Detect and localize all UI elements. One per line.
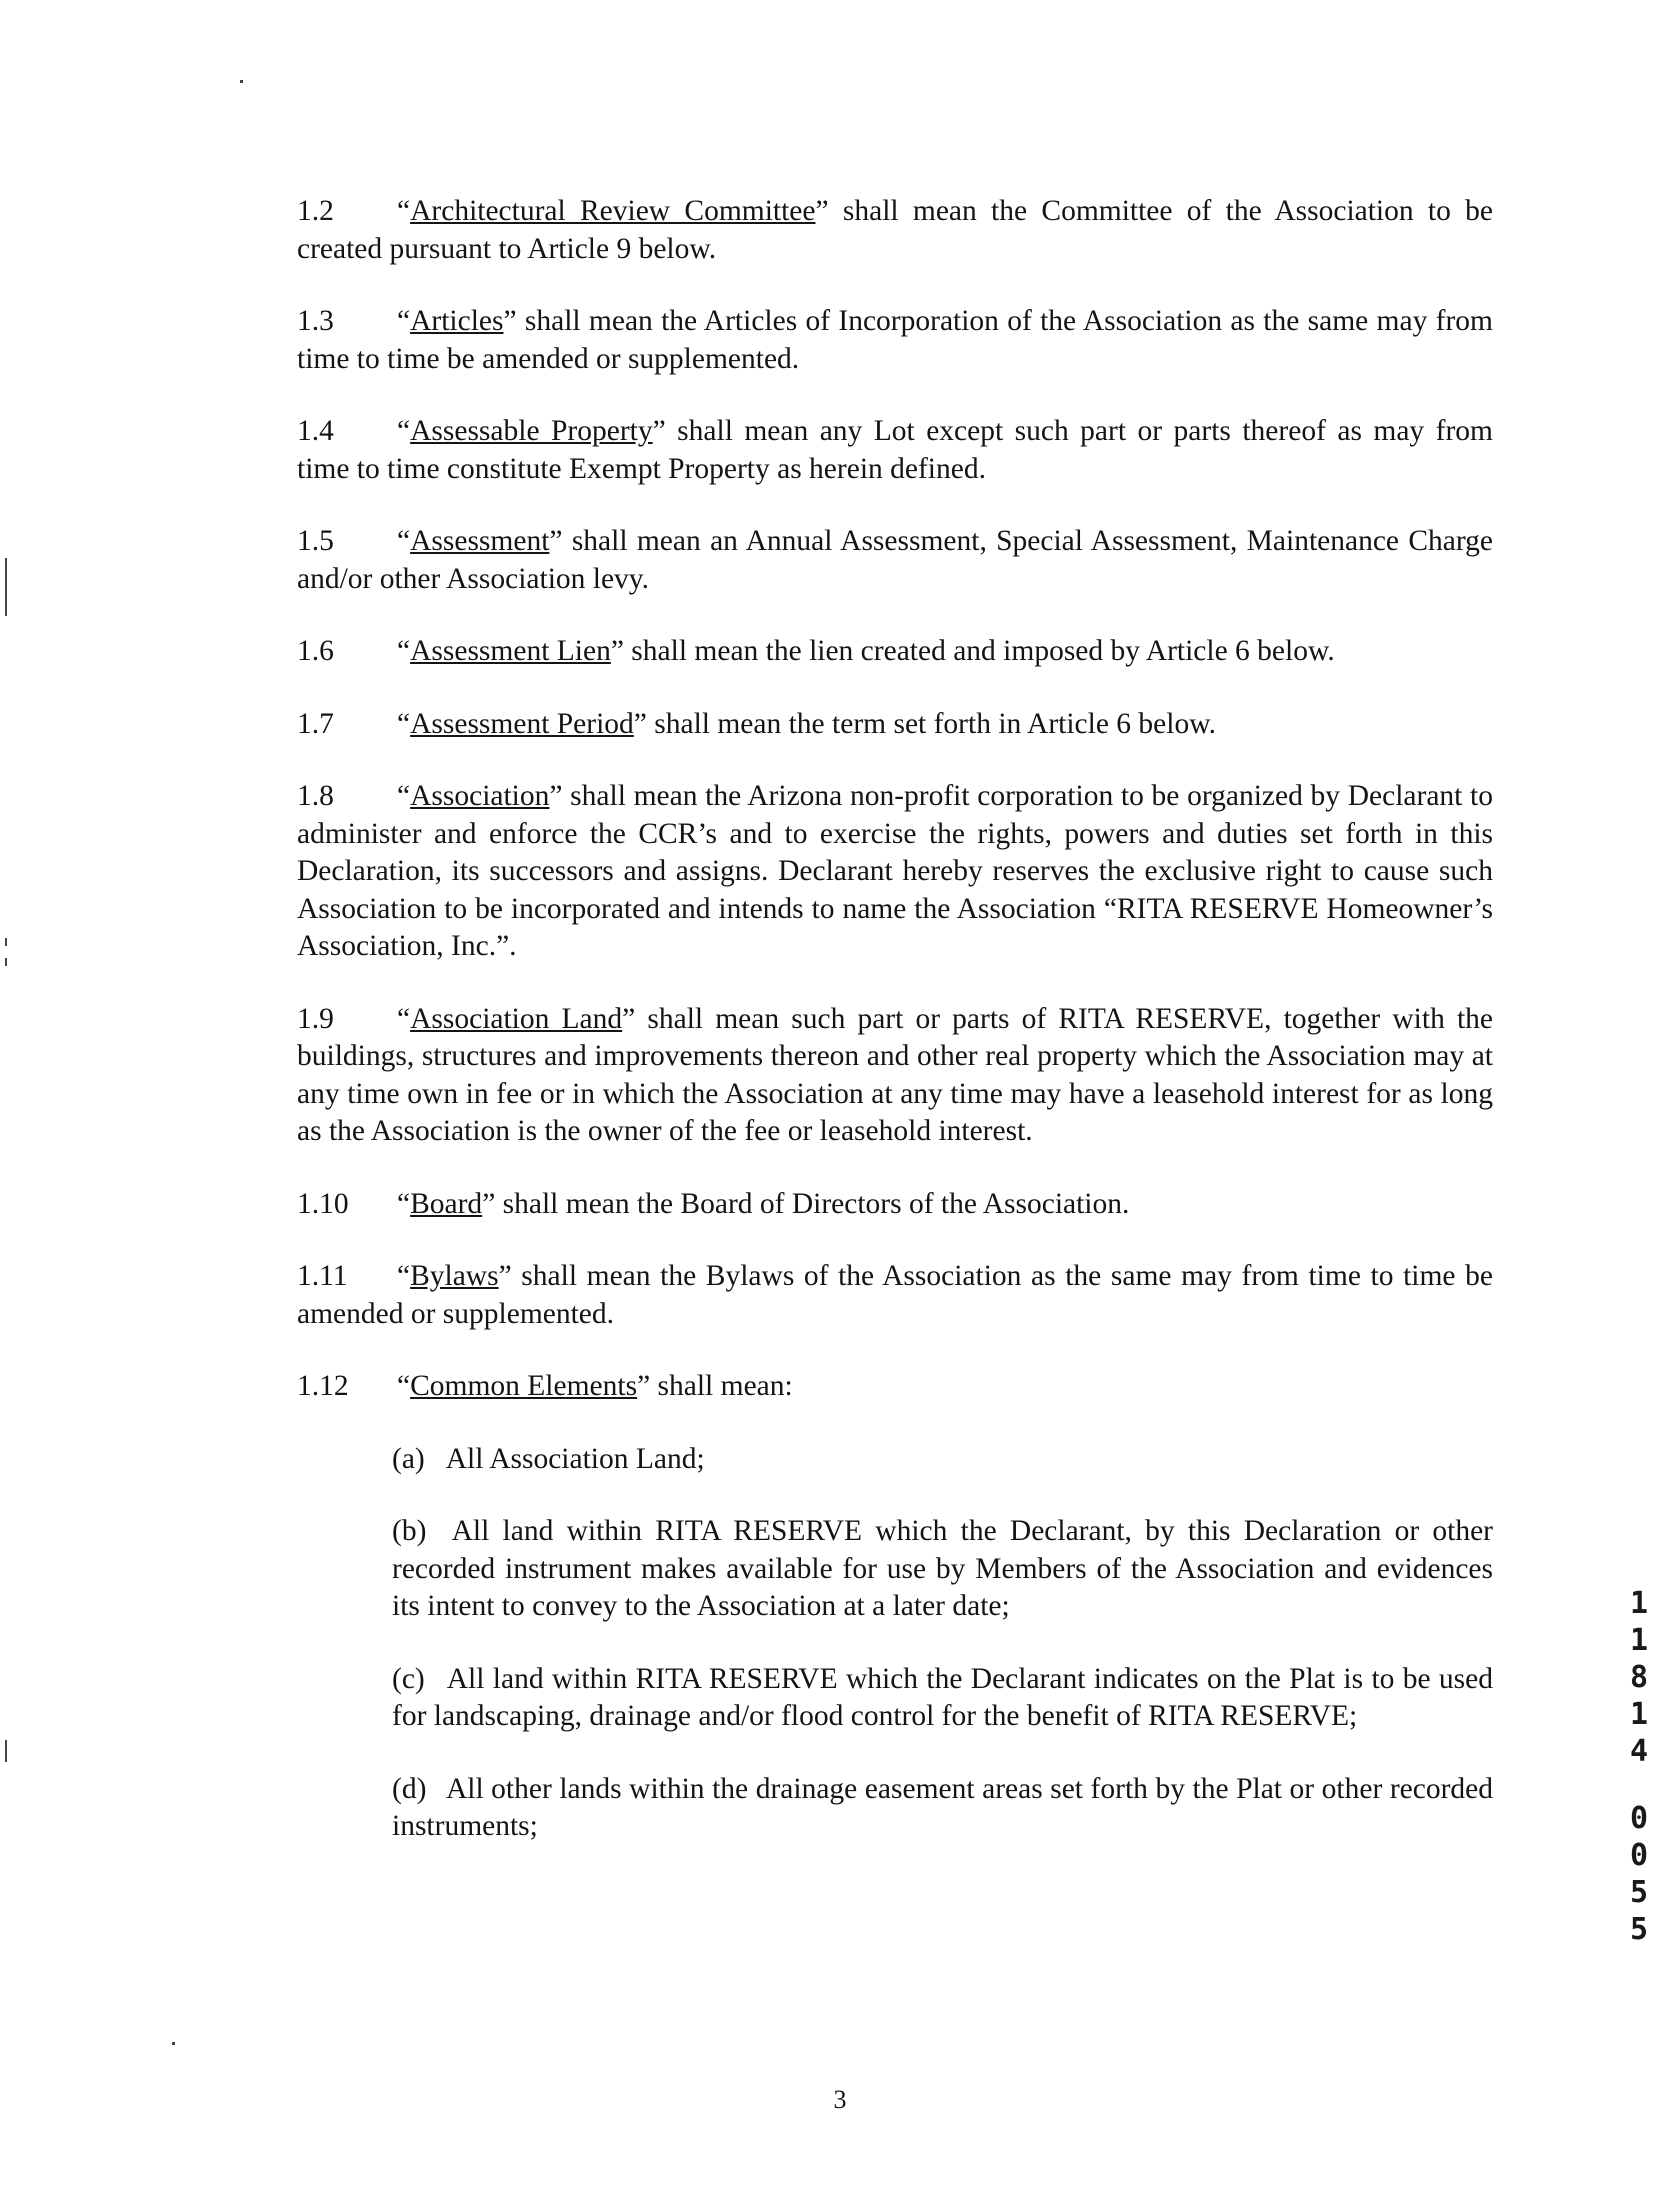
section-number: 1.5 xyxy=(297,525,334,557)
subitem-text: All Association Land; xyxy=(445,1442,705,1475)
definition-text: ” shall mean the Board of Directors of the Association. xyxy=(482,1187,1130,1220)
defined-term: Association xyxy=(410,780,550,812)
stamp-digit: 0 xyxy=(1629,1801,1649,1836)
definition-1-10 xyxy=(297,1186,1493,1224)
open-quote: “ xyxy=(397,780,411,812)
definition-1-6 xyxy=(297,633,1493,671)
definition-text: ” shall mean the Arizona non-profit corporation to be organized by Declarant to administer and enforce the CCR’s and to exercise the rights, powers and duties set forth in this Declaration, its successors and assigns. Declarant hereby reserves the exclusive right to cause such Association to be incorporated and intends to name the Association “RITA RESERVE Homeowner’s Association, Inc.”. xyxy=(297,780,1493,962)
definition-text: ” shall mean the lien created and imposed by Article 6 below. xyxy=(610,635,1335,667)
section-number: 1.8 xyxy=(297,780,334,812)
open-quote: “ xyxy=(397,415,411,447)
defined-term: Assessment Lien xyxy=(410,635,611,667)
open-quote: “ xyxy=(397,635,411,667)
defined-term: Association Land xyxy=(410,1002,623,1035)
scan-artifact xyxy=(5,558,7,616)
subitem-label: (b) xyxy=(392,1515,427,1547)
stamp-digit: 5 xyxy=(1629,1912,1649,1947)
definition-text: ” shall mean the term set forth in Article 6 below. xyxy=(633,707,1216,740)
stamp-digit: 1 xyxy=(1629,1623,1649,1658)
definition-1-7 xyxy=(297,706,1493,744)
page-number: 3 xyxy=(833,2085,847,2114)
section-number: 1.7 xyxy=(297,707,334,740)
definition-1-9 xyxy=(297,1001,1493,1151)
definition-text: ” shall mean the Bylaws of the Association as the same may from time to time be amended or supplemented. xyxy=(297,1260,1493,1330)
definition-text: ” shall mean an Annual Assessment, Special Assessment, Maintenance Charge and/or other Association levy. xyxy=(297,525,1493,595)
stamp-digit: 0 xyxy=(1629,1838,1649,1873)
open-quote: “ xyxy=(397,305,411,337)
stamp-digit: 4 xyxy=(1629,1734,1649,1769)
section-number: 1.3 xyxy=(297,305,334,337)
scan-artifact xyxy=(5,958,7,966)
stamp-digit: 8 xyxy=(1629,1660,1649,1695)
open-quote: “ xyxy=(397,195,411,227)
definition-text: ” shall mean any Lot except such part or parts thereof as may from time to time constitute Exempt Property as herein defined. xyxy=(297,415,1493,485)
definition-1-4 xyxy=(297,413,1493,488)
subitem-label: (a) xyxy=(392,1442,425,1475)
definition-1-8 xyxy=(297,778,1493,966)
scan-artifact xyxy=(240,80,243,83)
definition-1-5 xyxy=(297,523,1493,598)
recording-stamp xyxy=(1622,1585,1656,1948)
scan-artifact xyxy=(5,1740,7,1762)
defined-term: Assessment Period xyxy=(410,707,634,740)
section-number: 1.6 xyxy=(297,635,334,667)
document-body xyxy=(297,193,1493,1881)
defined-term: Board xyxy=(410,1187,483,1220)
section-number: 1.10 xyxy=(297,1187,349,1220)
definition-1-11 xyxy=(297,1258,1493,1333)
subitem-a xyxy=(297,1441,1493,1479)
open-quote: “ xyxy=(397,1370,411,1402)
subitem-label: (c) xyxy=(392,1662,425,1695)
section-number: 1.4 xyxy=(297,415,334,447)
section-number: 1.9 xyxy=(297,1002,334,1035)
definition-1-2 xyxy=(297,193,1493,268)
scan-artifact xyxy=(172,2042,175,2045)
stamp-digit: 5 xyxy=(1629,1875,1649,1910)
section-number: 1.2 xyxy=(297,195,334,227)
definition-text: ” shall mean such part or parts of RITA RESERVE, together with the buildings, structures and improvements thereon and other real property which the Association may at any time own in fee or in which the Association at any time may have a leasehold interest for as long as the Association is the owner of the fee or leasehold interest. xyxy=(297,1002,1493,1147)
definition-1-12 xyxy=(297,1368,1493,1406)
definition-text: ” shall mean the Committee of the Association to be created pursuant to Article 9 below. xyxy=(297,195,1493,265)
defined-term: Assessment xyxy=(410,525,550,557)
subitem-label: (d) xyxy=(392,1772,427,1805)
defined-term: Common Elements xyxy=(410,1370,638,1402)
defined-term: Assessable Property xyxy=(410,415,653,447)
stamp-digit: 1 xyxy=(1629,1586,1649,1621)
subitem-text: All land within RITA RESERVE which the Declarant indicates on the Plat is to be used for landscaping, drainage and/or flood control for the benefit of RITA RESERVE; xyxy=(392,1662,1494,1732)
section-number: 1.11 xyxy=(297,1260,348,1292)
stamp-digit: 1 xyxy=(1629,1697,1649,1732)
subitem-c xyxy=(297,1661,1493,1736)
subitem-b xyxy=(297,1513,1493,1626)
section-number: 1.12 xyxy=(297,1370,349,1402)
subitem-d xyxy=(297,1771,1493,1846)
defined-term: Bylaws xyxy=(410,1260,499,1292)
scan-artifact xyxy=(5,938,7,946)
subitem-text: All other lands within the drainage easement areas set forth by the Plat or other recorded instruments; xyxy=(392,1772,1494,1842)
definition-text: ” shall mean the Articles of Incorporation of the Association as the same may from time to time be amended or supplemented. xyxy=(297,305,1493,375)
subitem-text: All land within RITA RESERVE which the Declarant, by this Declaration or other recorded instrument makes available for use by Members of the Association and evidences its intent to convey to the Association at a later date; xyxy=(392,1515,1494,1622)
open-quote: “ xyxy=(397,1260,411,1292)
open-quote: “ xyxy=(397,1187,411,1220)
defined-term: Articles xyxy=(410,305,504,337)
defined-term: Architectural Review Committee xyxy=(410,195,816,227)
open-quote: “ xyxy=(397,707,411,740)
definition-text: ” shall mean: xyxy=(637,1370,793,1402)
definition-1-3 xyxy=(297,303,1493,378)
open-quote: “ xyxy=(397,525,411,557)
open-quote: “ xyxy=(397,1002,411,1035)
